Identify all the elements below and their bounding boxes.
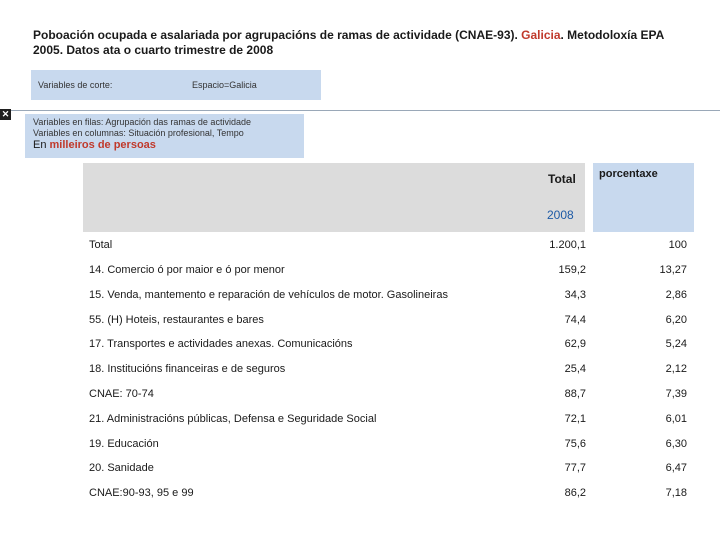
column-header-year: 2008 bbox=[547, 208, 574, 222]
table-row bbox=[89, 289, 689, 303]
title-text: Poboación ocupada e asalariada por agrupacións de ramas de actividade (CNAE-93). bbox=[33, 28, 522, 42]
table-row bbox=[89, 388, 689, 402]
units-text bbox=[33, 140, 156, 151]
row-label: 15. Venda, mantemento e reparación de vehículos de motor. Gasolineiras bbox=[89, 289, 448, 301]
row-label: 14. Comercio ó por maior e ó por menor bbox=[89, 264, 285, 276]
row-label: 20. Sanidade bbox=[89, 462, 154, 474]
table-row bbox=[89, 314, 689, 328]
column-header-percent: porcentaxe bbox=[599, 168, 658, 180]
title-subline: 2005. Datos ata o cuarto trimestre de 2008 bbox=[33, 43, 274, 57]
table-row bbox=[89, 413, 689, 427]
row-total-value: 25,4 bbox=[564, 363, 586, 375]
row-label: Total bbox=[89, 239, 113, 251]
title-region: Galicia bbox=[521, 28, 561, 42]
row-label: 21. Administracións públicas, Defensa e Seguridade Social bbox=[89, 413, 377, 425]
row-label: CNAE:90-93, 95 e 99 bbox=[89, 487, 194, 499]
table-row bbox=[89, 438, 689, 452]
units-prefix: En bbox=[33, 139, 50, 151]
table-row bbox=[89, 239, 689, 253]
section-divider bbox=[10, 110, 720, 111]
row-label: CNAE: 70-74 bbox=[89, 388, 154, 400]
row-total-value: 34,3 bbox=[564, 289, 586, 301]
row-label: 18. Institucións financeiras e de seguros bbox=[89, 363, 286, 375]
row-percent-value: 5,24 bbox=[665, 338, 687, 350]
row-total-value: 74,4 bbox=[564, 314, 586, 326]
units-value: milleiros de persoas bbox=[49, 139, 156, 151]
row-total-value: 1.200,1 bbox=[549, 239, 586, 251]
table-row bbox=[89, 462, 689, 476]
row-percent-value: 2,12 bbox=[665, 363, 687, 375]
title-text-end: . Metodoloxía EPA bbox=[560, 28, 665, 42]
table-row bbox=[89, 264, 689, 278]
table-row bbox=[89, 338, 689, 352]
columns-variables-text: Variables en columnas: Situación profesional, Tempo bbox=[33, 128, 244, 138]
row-percent-value: 6,20 bbox=[665, 314, 687, 326]
table-row bbox=[89, 487, 689, 501]
row-total-value: 86,2 bbox=[564, 487, 586, 499]
row-total-value: 88,7 bbox=[564, 388, 586, 400]
row-percent-value: 7,18 bbox=[665, 487, 687, 499]
close-icon[interactable]: ✕ bbox=[1, 109, 10, 119]
column-header-percent-cell bbox=[593, 163, 694, 232]
row-percent-value: 6,01 bbox=[665, 413, 687, 425]
column-header-total: Total bbox=[548, 172, 576, 186]
row-percent-value: 7,39 bbox=[665, 388, 687, 400]
table-row bbox=[89, 363, 689, 377]
row-total-value: 72,1 bbox=[564, 413, 586, 425]
page-title bbox=[33, 28, 693, 58]
row-total-value: 159,2 bbox=[558, 264, 586, 276]
row-percent-value: 100 bbox=[668, 239, 687, 251]
cut-variables-value: Espacio=Galicia bbox=[192, 80, 257, 90]
row-total-value: 75,6 bbox=[564, 438, 586, 450]
rows-variables-text: Variables en filas: Agrupación das ramas de actividade bbox=[33, 117, 251, 127]
row-total-value: 62,9 bbox=[564, 338, 586, 350]
table-header-left bbox=[83, 163, 585, 232]
row-percent-value: 6,47 bbox=[665, 462, 687, 474]
cut-variables-label: Variables de corte: bbox=[38, 80, 113, 90]
row-label: 17. Transportes e actividades anexas. Comunicacións bbox=[89, 338, 353, 350]
row-label: 55. (H) Hoteis, restaurantes e bares bbox=[89, 314, 264, 326]
row-total-value: 77,7 bbox=[564, 462, 586, 474]
row-percent-value: 2,86 bbox=[665, 289, 687, 301]
variables-info-box bbox=[25, 114, 304, 158]
row-percent-value: 13,27 bbox=[659, 264, 687, 276]
row-label: 19. Educación bbox=[89, 438, 159, 450]
row-percent-value: 6,30 bbox=[665, 438, 687, 450]
cut-variables-box bbox=[31, 70, 321, 100]
